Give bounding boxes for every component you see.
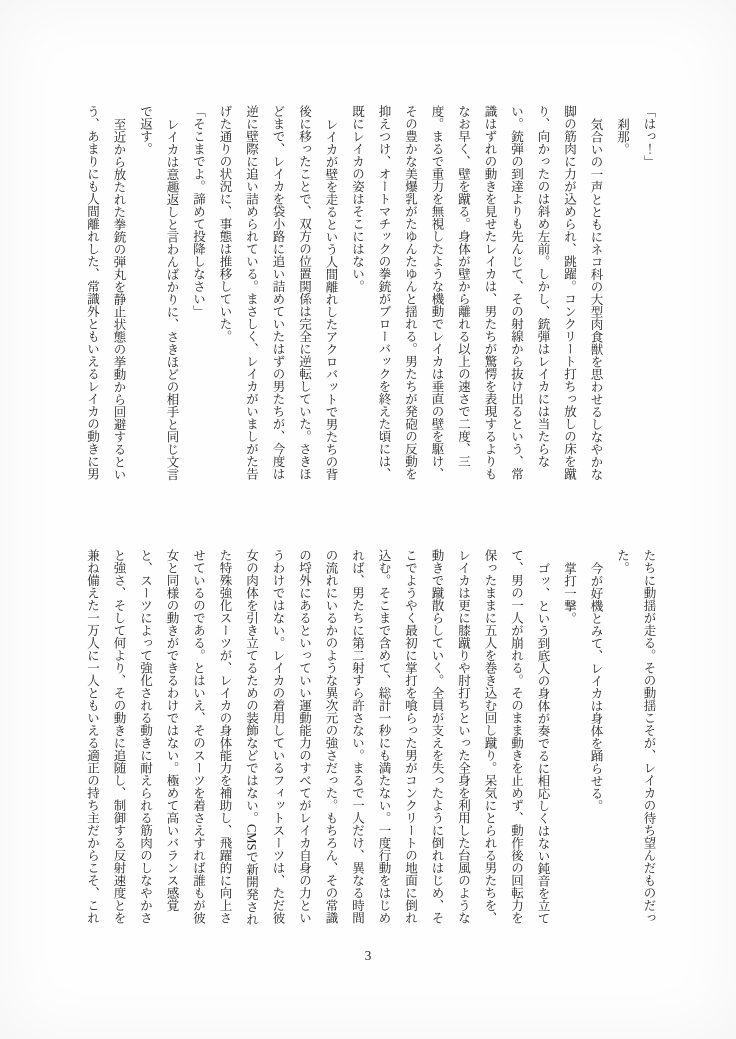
text-block-upper	[74, 105, 662, 482]
paragraph: 「そこまでよ。諦めて投降しなさい」	[191, 105, 206, 318]
paragraph: レイカは意趣返しと言わんばかりに、さきほどの相手と同じ文言で返す。	[138, 105, 179, 480]
paragraph: 気合いの一声とともにネコ科の大型肉食獣を思わせるしなやかな脚の筋肉に力が込められ、跳躍。コンクリート打ちっ放しの床を蹴り、向かったのは斜め左前。しかし、銃弾はレイカには当たらない。銃弾の到達よりも先んじて、その射線から抜け出るという、常識はずれの動きを見せたレイカは、男たちが驚愕を表現するよりもなお早く、壁を蹴る。身体が壁から離れる以上の速さで二度、三度。まるで重力を無視したような機動でレイカは垂直の壁を駆け、その豊かな美爆乳がたゆんたゆんと揺れる。男たちが発砲の反動を抑えつけ、オートマチックの拳銃がブローバックを終えた頃には、既にレイカの姿はそこにはない。	[350, 105, 603, 480]
paragraph: レイカが壁を走るという人間離れしたアクロバットで男たちの背後に移ったことで、双方の位置関係は完全に逆転していた。さきほどまで、レイカを袋小路に追い詰めていたはずの男たちが、今度は逆に壁際に追い詰められている。まさしく、レイカがいましがた告げた通りの状況に、事態は推移していた。	[218, 105, 338, 480]
paragraph: 掌打一撃。	[562, 561, 577, 624]
text-block-lower	[74, 549, 662, 926]
paragraph: 刹那。	[615, 117, 630, 155]
paragraph: 「はっ！」	[642, 105, 656, 168]
paragraph: 至近から放たれた拳銃の弾丸を静止状態の挙動から回避するという、あまりにも人間離れした、常識外ともいえるレイカの動きに男	[85, 105, 126, 480]
paragraph: たちに動揺が走る。その動揺こそが、レイカの待ち望んだものだった。	[615, 549, 656, 924]
page-number: 3	[364, 948, 372, 963]
paragraph: ゴッ、という到底人の身体が奏でるに相応しくはない鈍音を立てて、男の一人が崩れる。そのまま動きを止めず、動作後の回転力を保ったままに五人を巻き込む回し蹴り。呆気にとられる男たちを、レイカは更に膝蹴りや肘打ちといった全身を利用した台風のような動きで蹴散らしていく。全員が支えを失ったように倒れはじめ、そこでようやく最初に掌打を喰らった男がコンクリートの地面に倒れ込む。そこまで含めて、総計一秒にも満たない。一度行動をはじめれば、男たちに第二射すら許さない。まるで一人だけ、異なる時間の流れにいるかのような異次元の強さだった。もちろん、その常識の埒外にあるといっていい運動能力のすべてがレイカ自身の力というわけではない。レイカの着用しているフィットスーツは、ただ彼女の肉体を引き立てるための装飾などではない。CMSで新開発された特殊強化スーツが、レイカの身体能力を補助し、飛躍的に向上させているのである。とはいえ、そのスーツを着さえすれば誰もが彼女と同様の動きができるわけではない。極めて高いバランス感覚と、スーツによって強化される動きに耐えられる筋肉のしなやかさと強さ、そして何より、その動きに追随し、制御する反射速度とを兼ね備えた一万人に一人ともいえる適正の持ち主だからこそ、これ	[85, 549, 550, 926]
paragraph: 今が好機とみて、レイカは身体を踊らせる。	[589, 561, 603, 812]
